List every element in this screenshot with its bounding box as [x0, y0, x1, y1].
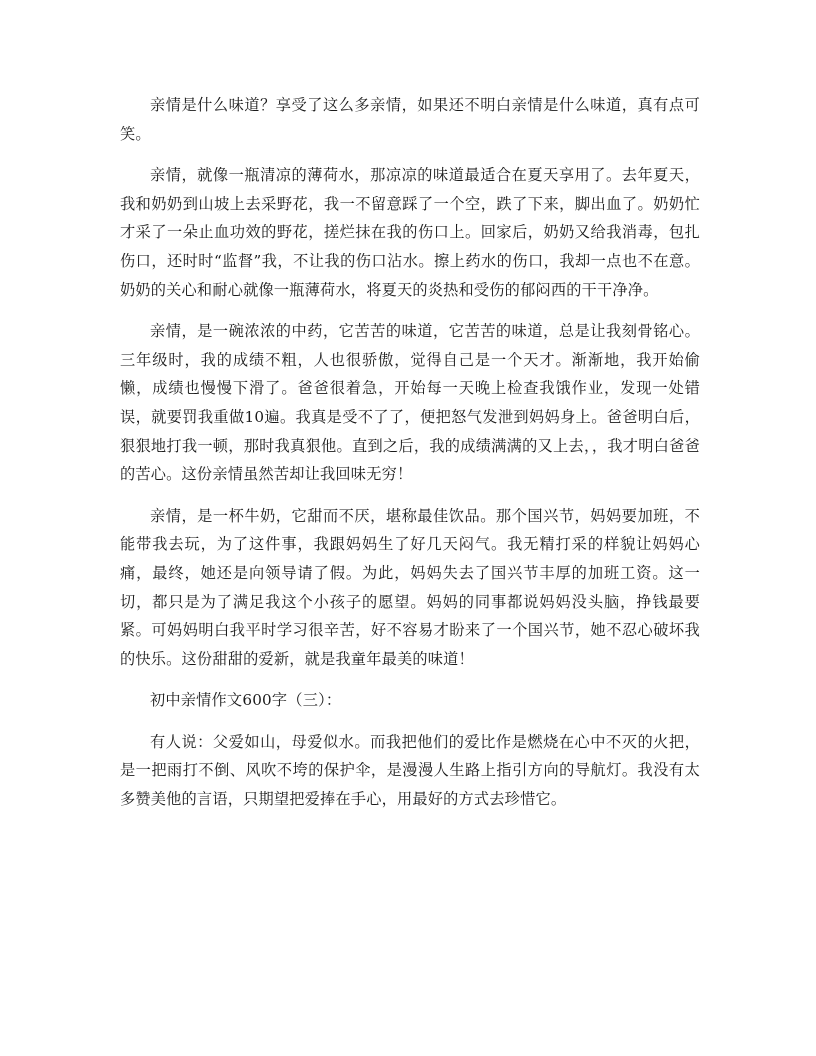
section-heading: 初中亲情作文600字（三）： — [150, 691, 342, 710]
document-body — [120, 91, 700, 827]
paragraph-chinese-medicine: 亲情，是一碗浓浓的中药，它苦苦的味道，它苦苦的味道，总是让我刻骨铭心。三年级时，我的成绩不粗，人也很骄傲，觉得自己是一个天才。渐渐地，我开始偷懒，成绩也慢慢下滑了。爸爸很着急，开始每一天晚上检查我饿作业，发现一处错误，就要罚我重做10遍。我真是受不了了，便把怒气发泄到妈妈身上。爸爸明白后，狠狠地打我一顿，那时我真狠他。直到之后，我的成绩满满的又上去，，我才明白爸爸的苦心。这份亲情虽然苦却让我回味无穷！ — [120, 322, 700, 484]
paragraph-mint-water: 亲情，就像一瓶清凉的薄荷水，那凉凉的味道最适合在夏天享用了。去年夏天，我和奶奶到山坡上去采野花，我一不留意踩了一个空，跌了下来，脚出血了。奶奶忙才采了一朵止血功效的野花，搓烂抹在我的伤口上。回家后，奶奶又给我消毒，包扎伤口，还时时“监督”我，不让我的伤口沾水。擦上药水的伤口，我却一点也不在意。奶奶的关心和耐心就像一瓶薄荷水，将夏天的炎热和受伤的郁闷西的干干净净。 — [120, 166, 700, 299]
paragraph-intro: 亲情是什么味道？享受了这么多亲情，如果还不明白亲情是什么味道，真有点可笑。 — [120, 96, 700, 143]
paragraph-milk: 亲情，是一杯牛奶，它甜而不厌，堪称最佳饮品。那个国兴节，妈妈要加班，不能带我去玩，为了这件事，我跟妈妈生了好几天闷气。我无精打采的样貌让妈妈心痛，最终，她还是向领导请了假。为此，妈妈失去了国兴节丰厚的加班工资。这一切，都只是为了满足我这个小孩子的愿望。妈妈的同事都说妈妈没头脑，挣钱最要紧。可妈妈明白我平时学习很辛苦，好不容易才盼来了一个国兴节，她不忍心破坏我的快乐。这份甜甜的爱新，就是我童年最美的味道！ — [120, 506, 700, 668]
paragraph-parents-love: 有人说：父爱如山，母爱似水。而我把他们的爱比作是燃烧在心中不灭的火把，是一把雨打不倒、风吹不垮的保护伞，是漫漫人生路上指引方向的导航灯。我没有太多赞美他的言语，只期望把爱捧在手心，用最好的方式去珍惜它。 — [120, 732, 700, 809]
